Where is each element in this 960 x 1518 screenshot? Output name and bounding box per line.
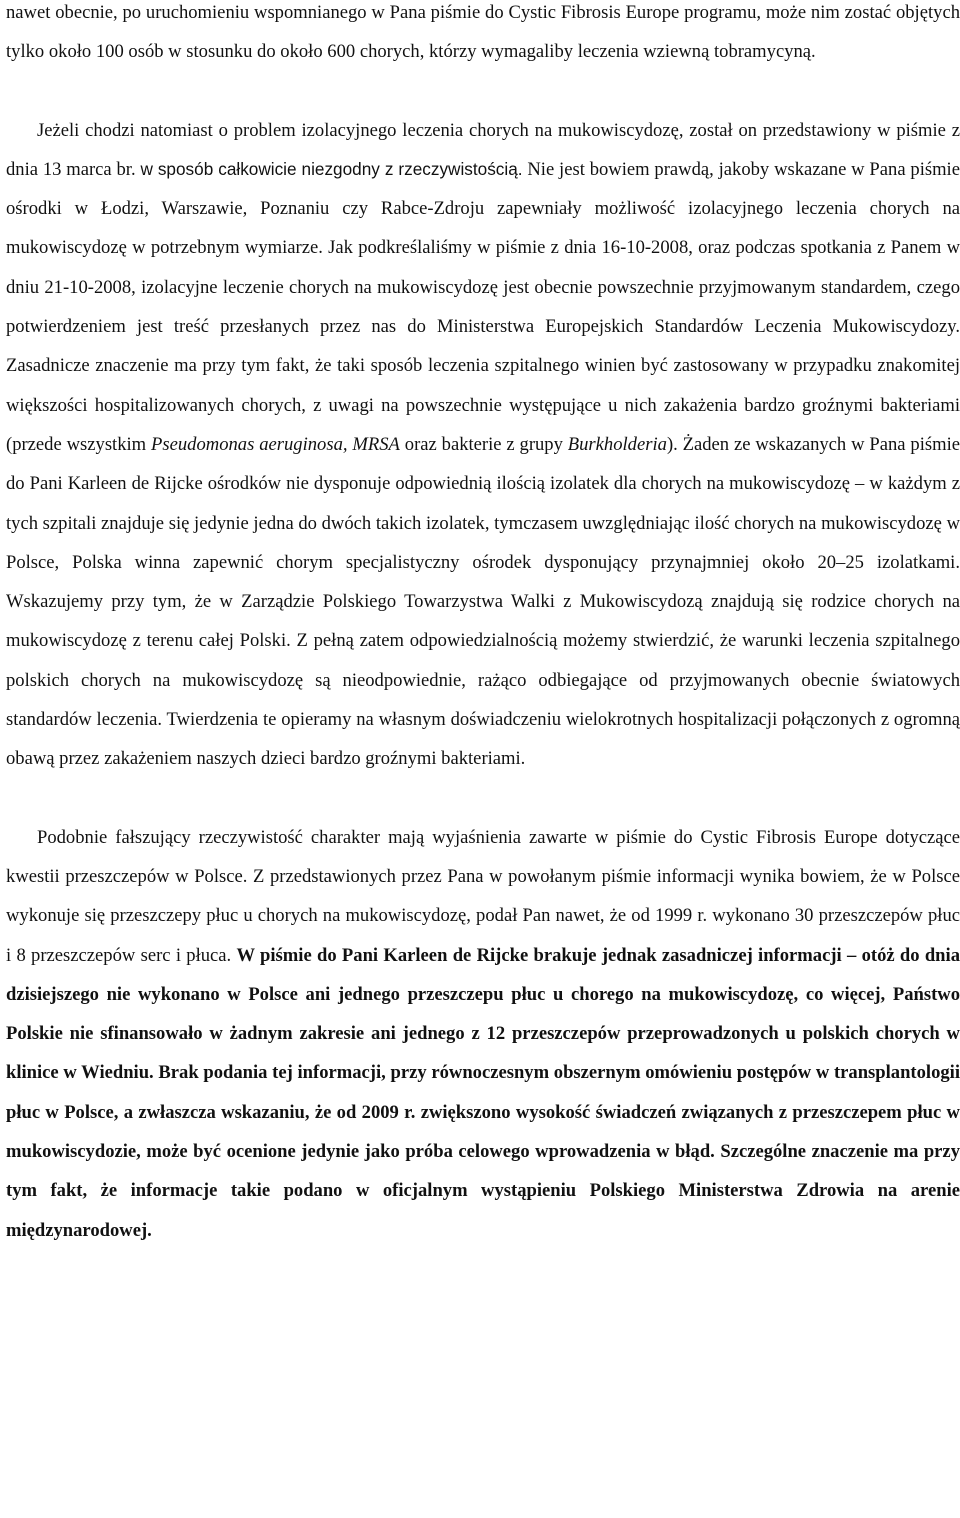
paragraph-2 [6, 111, 960, 779]
paragraph-3 [6, 818, 960, 1250]
paragraph-1-text: nawet obecnie, po uruchomieniu wspomnianego w Pana piśmie do Cystic Fibrosis Europe programu, może nim zostać objętych tylko około 100 osób w stosunku do około 600 chorych, którzy wymagaliby leczenia wziewną tobramycyną. [6, 2, 960, 63]
document-page [6, 0, 960, 1250]
paragraph-2-connector: oraz bakterie z grupy [399, 433, 568, 455]
paragraph-3-intro: Podobnie fałszujący rzeczywistość charakter mają wyjaśnienia zawarte w piśmie do Cystic Fibrosis Europe dotyczące kwestii przeszczepów w Polsce. Z przedstawionych przez Pana w powołanym piśmie informacji wynika bowiem, że w Polsce wykonuje się przeszczepy płuc u chorych na mukowiscydozę, podał Pan nawet, że od 1999 r. wykonano 30 przeszczepów płuc i 8 przeszczepów serc i płuca. [6, 826, 960, 966]
paragraph-2-body: Nie jest bowiem prawdą, jakoby wskazane w Pana piśmie ośrodki w Łodzi, Warszawie, Poznaniu czy Rabce-Zdroju zapewniały możliwość izolacyjnego leczenia chorych na mukowiscydozę w potrzebnym wymiarze. Jak podkreślaliśmy w piśmie z dnia 16-10-2008, oraz podczas spotkania z Panem w dniu 21-10-2008, izolacyjne leczenie chorych na mukowiscydozę jest obecnie powszechnie przyjmowanym standardem, czego potwierdzeniem jest treść przesłanych przez nas do Ministerstwa Europejskich Standardów Leczenia Mukowiscydozy. Zasadnicze znaczenie ma przy tym fakt, że taki sposób leczenia szpitalnego winien być zastosowany w przypadku znakomitej większości hospitalizowanych chorych, z uwagi na powszechnie występujące u nich zakażenia bardzo groźnymi bakteriami (przede wszystkim [6, 158, 960, 455]
paragraph-2-highlight: w sposób całkowicie niezgodny z rzeczywistością. [140, 158, 523, 179]
bacteria-names: Pseudomonas aeruginosa, MRSA [151, 433, 400, 455]
paragraph-1 [6, 0, 960, 72]
paragraph-2-rest: ). Żaden ze wskazanych w Pana piśmie do Pani Karleen de Rijcke ośrodków nie dysponuje odpowiednią ilością izolatek dla chorych na mukowiscydozę – w każdym z tych szpitali znajduje się jedynie jedna do dwóch takich izolatek, tymczasem uwzględniając ilość chorych na mukowiscydozę w Polsce, Polska winna zapewnić chorym specjalistyczny ośrodek dysponujący przynajmniej około 20–25 izolatkami. Wskazujemy przy tym, że w Zarządzie Polskiego Towarzystwa Walki z Mukowiscydozą znajdują się rodzice chorych na mukowiscydozę z terenu całej Polski. Z pełną zatem odpowiedzialnością możemy stwierdzić, że warunki leczenia szpitalnego polskich chorych na mukowiscydozę są nieodpowiednie, rażąco odbiegające od przyjmowanych obecnie światowych standardów leczenia. Twierdzenia te opieramy na własnym doświadczeniu wielokrotnych hospitalizacji połączonych z ogromną obawą przez zakażeniem naszych dzieci bardzo groźnymi bakteriami. [6, 433, 960, 770]
paragraph-2-intro: Jeżeli chodzi natomiast o problem izolacyjnego leczenia chorych na mukowiscydozę, został on przedstawiony w piśmie z dnia 13 marca br. [6, 119, 960, 180]
bacteria-group-name: Burkholderia [567, 433, 667, 455]
paragraph-3-bold-statement: W piśmie do Pani Karleen de Rijcke brakuje jednak zasadniczej informacji – otóż do dnia dzisiejszego nie wykonano w Polsce ani jednego przeszczepu płuc u chorego na mukowiscydozę, co więcej, Państwo Polskie nie sfinansowało w żadnym zakresie ani jednego z 12 przeszczepów przeprowadzonych u polskich chorych w klinice w Wiedniu. Brak podania tej informacji, przy równoczesnym obszernym omówieniu postępów w transplantologii płuc w Polsce, a zwłaszcza wskazaniu, że od 2009 r. zwiększono wysokość świadczeń związanych z przeszczepem płuc w mukowiscydozie, może być ocenione jedynie jako próba celowego wprowadzenia w błąd. Szczególne znaczenie ma przy tym fakt, że informacje takie podano w oficjalnym wystąpieniu Polskiego Ministerstwa Zdrowia na arenie międzynarodowej. [6, 944, 960, 1241]
